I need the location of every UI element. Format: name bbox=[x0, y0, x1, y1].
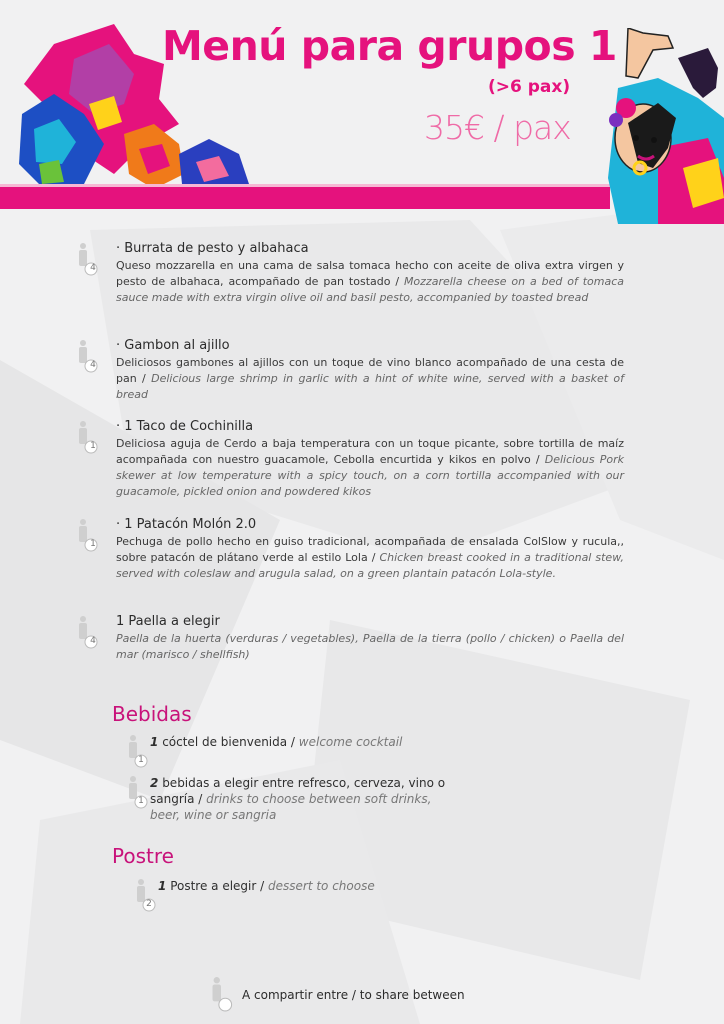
dessert-item bbox=[134, 878, 474, 909]
dessert-en: dessert to choose bbox=[268, 879, 375, 893]
share-legend bbox=[208, 976, 628, 1012]
section-title-postre: Postre bbox=[112, 844, 174, 868]
dish-description bbox=[116, 436, 624, 500]
header bbox=[0, 0, 724, 212]
share-count: 1 bbox=[138, 755, 144, 765]
dish-description bbox=[116, 534, 624, 582]
description-es: Queso mozzarella en una cama de salsa tomaca hecho con aceite de oliva extra virgen y pesto de albahaca, acompañado de pan tostado / bbox=[116, 259, 624, 288]
share-count: 4 bbox=[90, 360, 96, 370]
dish-item bbox=[76, 516, 624, 582]
drink-es: cóctel de bienvenida / bbox=[162, 735, 295, 749]
dish-name: · 1 Patacón Molón 2.0 bbox=[116, 517, 257, 532]
drink-item bbox=[126, 775, 456, 823]
share-count: 1 bbox=[138, 796, 144, 806]
group-size-subtitle: (>6 pax) bbox=[488, 77, 571, 97]
dish-item bbox=[76, 240, 624, 306]
dessert-quantity: 1 bbox=[158, 879, 167, 893]
drink-quantity: 1 bbox=[150, 735, 159, 749]
dish-name: · 1 Taco de Cochinilla bbox=[116, 419, 254, 434]
section-title-bebidas: Bebidas bbox=[112, 702, 192, 726]
share-legend-text: A compartir entre / to share between bbox=[242, 988, 465, 1002]
drink-en: welcome cocktail bbox=[298, 735, 403, 749]
description-en: Paella de la huerta (verduras / vegetables), Paella de la tierra (pollo / chicken) o Paella del mar (marisco / shellfish) bbox=[116, 632, 624, 661]
description-en: Delicious Pork skewer at low temperature with a spicy touch, on a corn tortilla accompanied with our guacamole, pickled onion and powdered kikos bbox=[116, 453, 624, 498]
description-en: Mozzarella cheese on a bed of tomaca sauce made with extra virgin olive oil and basil pesto, accompanied by toasted bread bbox=[116, 275, 625, 304]
dish-name: 1 Paella a elegir bbox=[116, 614, 220, 629]
dessert-es: Postre a elegir / bbox=[170, 879, 265, 893]
drink-en: drinks to choose between soft drinks, beer, wine or sangria bbox=[150, 792, 432, 822]
description-es: Deliciosos gambones al ajillos con un toque de vino blanco acompañado de una cesta de pan / bbox=[116, 356, 624, 385]
dish-name: · Gambon al ajillo bbox=[116, 338, 230, 353]
description-en: Chicken breast cooked in a traditional stew, served with coleslaw and arugula salad, on a green plantain patacón Lola-style. bbox=[116, 551, 624, 580]
share-count: 1 bbox=[90, 539, 96, 549]
person-icon bbox=[208, 976, 234, 1012]
share-count: 4 bbox=[90, 263, 96, 273]
dish-name: · Burrata de pesto y albahaca bbox=[116, 241, 309, 256]
dish-item bbox=[76, 613, 624, 663]
dish-description bbox=[116, 258, 624, 306]
dish-item bbox=[76, 337, 624, 403]
flamenco-dancer-illustration bbox=[598, 28, 724, 224]
description-es: Deliciosa aguja de Cerdo a baja temperatura con un toque picante, sobre tortilla de maíz acompañada con nuestro guacamole, Cebolla encurtida y kikos en polvo / bbox=[116, 437, 624, 466]
share-count: 2 bbox=[146, 899, 152, 909]
drink-quantity: 2 bbox=[150, 776, 159, 790]
dish-description bbox=[116, 355, 624, 403]
drink-es: bebidas a elegir entre refresco, cerveza, vino o sangría / bbox=[150, 776, 446, 806]
share-count: 4 bbox=[90, 636, 96, 646]
dish-description bbox=[116, 631, 624, 663]
description-es: Pechuga de pollo hecho en guiso tradicional, acompañada de ensalada ColSlow y rucula,, sobre patacón de plátano verde al estilo Lola / bbox=[116, 535, 624, 564]
menu-title: Menú para grupos 1 bbox=[162, 22, 617, 70]
price-per-person: 35€ / pax bbox=[424, 108, 571, 147]
description-en: Delicious large shrimp in garlic with a hint of white wine, served with a basket of bread bbox=[116, 372, 625, 401]
dish-item bbox=[76, 418, 624, 500]
drink-item bbox=[126, 734, 466, 765]
share-count: 1 bbox=[90, 441, 96, 451]
header-bar bbox=[0, 187, 610, 209]
